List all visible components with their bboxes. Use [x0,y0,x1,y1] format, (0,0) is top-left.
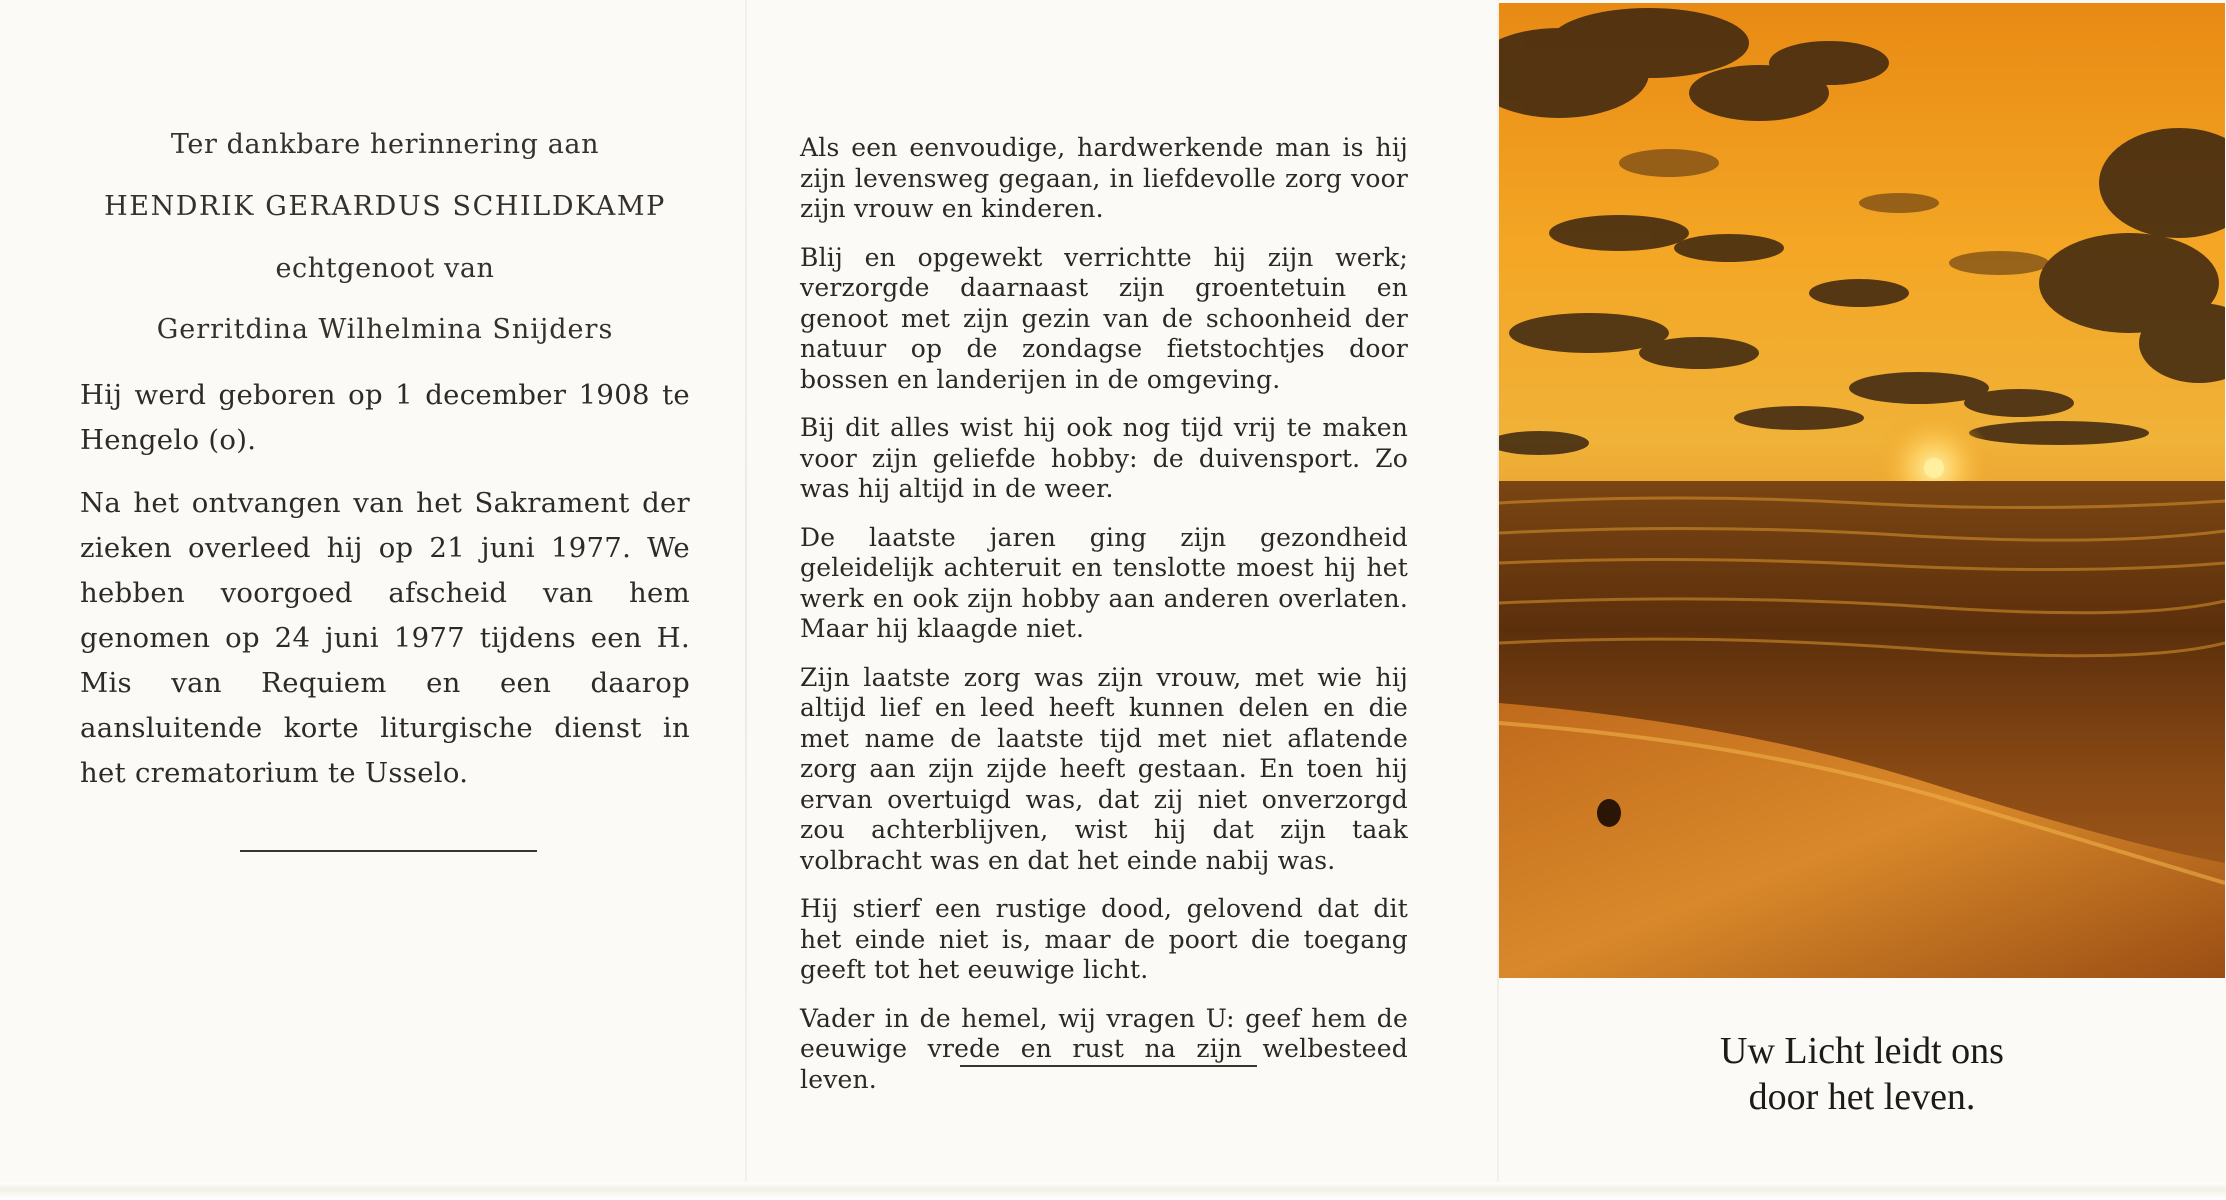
death-paragraph: Na het ontvangen van het Sakrament der zieken overleed hij op 21 juni 1977. We hebben voorgoed afscheid van hem genomen op 24 juni 1977 tijdens een H. Mis van Requiem en een daarop aansluitende korte liturgische dienst in het crematorium te Usselo. [80,487,690,789]
fold-line-left [745,0,747,1200]
life-paragraph-1: Als een eenvoudige, hardwerkende man is hij zijn levensweg gegaan, in liefdevolle zorg voor zijn vrouw en kinderen. [800,133,1408,223]
birth-paragraph: Hij werd geboren op 1 december 1908 te Hengelo (o). [80,379,690,456]
sunset-illustration [1499,3,2225,978]
divider-rule-left [240,850,537,852]
caption-line-2: door het leven. [1748,1076,1976,1118]
panel-middle [800,133,1408,1113]
caption [1499,1028,2225,1120]
deceased-name: HENDRIK GERARDUS SCHILDKAMP [104,190,666,222]
caption-line-1: Uw Licht leidt ons [1720,1030,2004,1072]
prayer-paragraph: Vader in de hemel, wij vragen U: geef hem de eeuwige vrede en rust na zijn welbesteed leven. [800,1003,1408,1094]
spouse-label: echtgenoot van [275,252,495,284]
sunset-sea-photo [1499,3,2225,978]
life-paragraph-5: Zijn laatste zorg was zijn vrouw, met wie hij altijd lief en leed heeft kunnen delen en die met name de laatste tijd met niet aflatende zorg aan zijn zijde heeft gestaan. En toen hij ervan overtuigd was, dat zij niet onverzorgd zou achterblijven, wist hij dat zijn taak volbracht was en dat het einde nabij was. [800,662,1408,875]
life-paragraph-2: Blij en opgewekt verrichtte hij zijn werk; verzorgde daarnaast zijn groentetuin en genoot met zijn gezin van de schoonheid der natuur op de zondagse fietstochtjes door bossen en landerijen in de omgeving. [800,242,1408,394]
life-paragraph-4: De laatste jaren ging zijn gezondheid geleidelijk achteruit en tenslotte moest hij het werk en ook zijn hobby aan anderen overlaten. Maar hij klaagde niet. [800,522,1408,643]
sun [1924,458,1944,478]
paper-bottom-edge [0,1182,2226,1200]
life-paragraph-3: Bij dit alles wist hij ook nog tijd vrij te maken voor zijn geliefde hobby: de duivensport. Zo was hij altijd in de weer. [800,413,1408,503]
spouse-name: Gerritdina Wilhelmina Snijders [156,314,614,346]
intro-text: Ter dankbare herinnering aan [170,129,600,160]
divider-rule-middle [960,1065,1257,1067]
panel-left [80,120,690,796]
pebble [1597,799,1621,827]
life-paragraph-6: Hij stierf een rustige dood, gelovend dat dit het einde niet is, maar de poort die toegang geeft tot het eeuwige licht. [800,894,1408,984]
